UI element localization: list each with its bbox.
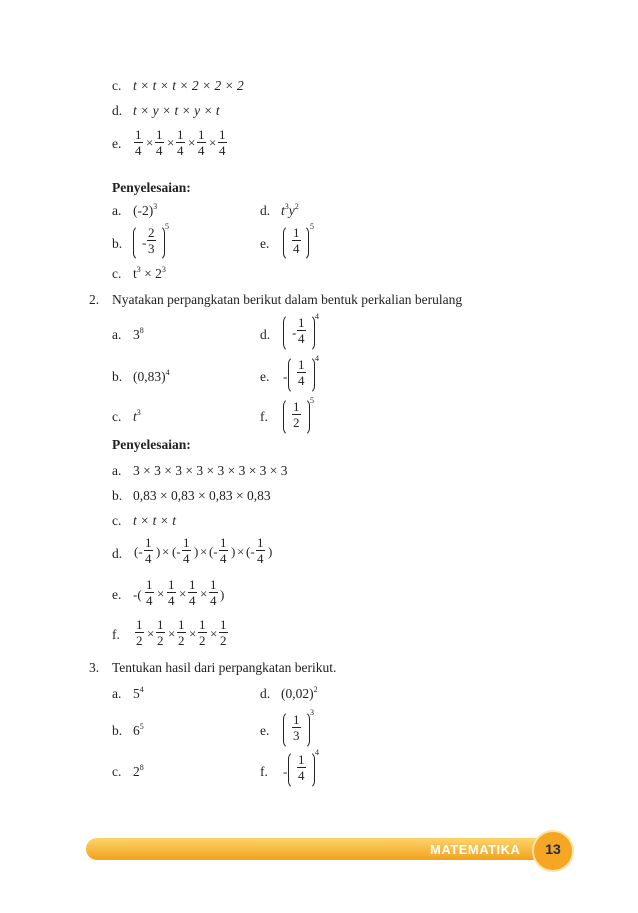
q2-item-f-label: f. xyxy=(260,409,268,424)
q2-item-c-label: c. xyxy=(112,409,122,424)
fraction: $\frac{1}{4}$ xyxy=(219,127,226,158)
q3-item-a-label: a. xyxy=(112,686,122,701)
q1-item-e-label: e. xyxy=(112,136,122,151)
q3-item-c-expression: $2^8$ xyxy=(133,763,144,779)
q1-sol-d-label: d. xyxy=(260,203,271,218)
q3-number: 3. xyxy=(89,660,100,675)
q1-item-c-label: c. xyxy=(112,78,122,93)
q2-item-a-expression: $3^8$ xyxy=(133,326,144,342)
q1-sol-d-expression: $t^3y^2$ xyxy=(281,202,299,218)
fraction: $\frac{1}{4}$ xyxy=(198,127,205,158)
q1-sol-b-label: b. xyxy=(112,236,123,251)
q1-sol-e-label: e. xyxy=(260,236,270,251)
q1-sol-c-label: c. xyxy=(112,266,122,281)
q2-item-e-label: e. xyxy=(260,369,270,384)
q2-item-b-expression: $(0,83)^4$ xyxy=(133,368,170,384)
q2-item-d-label: d. xyxy=(260,327,271,342)
footer-subject: MATEMATIKA xyxy=(430,842,521,857)
q1-sol-a-expression: $(-2)^3$ xyxy=(133,202,158,218)
q1-item-d-expression: t × y × t × y × t xyxy=(133,103,220,118)
q3-item-d-expression: $(0,02)^2$ xyxy=(281,685,318,701)
q2-sol-c-expression: t × t × t xyxy=(133,513,176,528)
fraction: $\frac{1}{4}$ xyxy=(135,127,142,158)
q1-item-d-label: d. xyxy=(112,103,123,118)
fraction: $\frac{1}{4}$ xyxy=(156,127,163,158)
q2-sol-b-expression: 0,83 × 0,83 × 0,83 × 0,83 xyxy=(133,488,271,503)
q3-item-b-expression: $6^5$ xyxy=(133,722,144,738)
q3-item-b-label: b. xyxy=(112,723,123,738)
q3-item-d-label: d. xyxy=(260,686,271,701)
times-sign: × xyxy=(167,135,175,150)
page-number: 13 xyxy=(545,841,561,857)
q2-item-a-label: a. xyxy=(112,327,122,342)
q3-item-c-label: c. xyxy=(112,764,122,779)
times-sign: × xyxy=(209,135,217,150)
q2-sol-f-label: f. xyxy=(112,627,120,642)
q1-sol-c-expression: $t^3 \times 2^3$ xyxy=(133,265,166,281)
q2-number: 2. xyxy=(89,292,100,307)
q3-item-f-label: f. xyxy=(260,764,268,779)
q2-item-b-label: b. xyxy=(112,369,123,384)
q2-sol-a-label: a. xyxy=(112,463,122,478)
q2-sol-c-label: c. xyxy=(112,513,122,528)
q1-solution-heading: Penyelesaian: xyxy=(112,180,191,195)
q2-instruction: Nyatakan perpangkatan berikut dalam bentuk perkalian berulang xyxy=(112,292,463,307)
q1-item-c-expression: t × t × t × 2 × 2 × 2 xyxy=(133,78,244,93)
q3-item-a-expression: $5^4$ xyxy=(133,685,144,701)
q1-sol-a-label: a. xyxy=(112,203,122,218)
q3-item-e-label: e. xyxy=(260,723,270,738)
q2-sol-a-expression: 3 × 3 × 3 × 3 × 3 × 3 × 3 × 3 xyxy=(133,463,288,478)
times-sign: × xyxy=(146,135,154,150)
fraction: $\frac{1}{4}$ xyxy=(177,127,184,158)
q2-sol-e-label: e. xyxy=(112,587,122,602)
q3-instruction: Tentukan hasil dari perpangkatan berikut. xyxy=(112,660,337,675)
times-sign: × xyxy=(188,135,196,150)
q2-solution-heading: Penyelesaian: xyxy=(112,437,191,452)
q2-sol-b-label: b. xyxy=(112,488,123,503)
q2-item-c-expression: $t^3$ xyxy=(133,408,141,424)
q2-sol-d-label: d. xyxy=(112,546,123,561)
